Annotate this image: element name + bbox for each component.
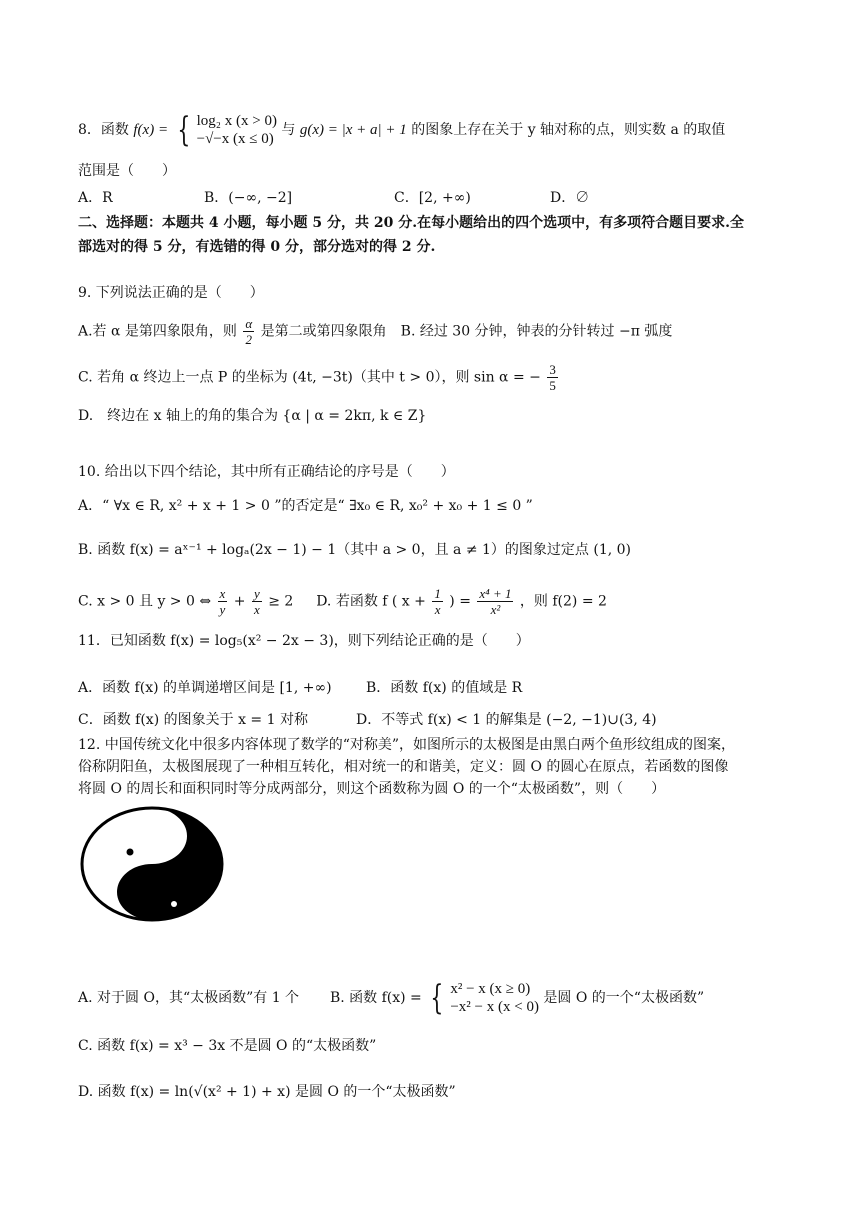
q8-line2: 范围是（ ） xyxy=(78,163,176,179)
q11-option-d: D．不等式 f(x) < 1 的解集是 (−2, −1)∪(3, 4) xyxy=(356,712,657,728)
q10-d-frac2 xyxy=(477,586,513,617)
q12-option-c: C. 函数 f(x) = x³ − 3x 不是圆 O 的“太极函数” xyxy=(78,1038,377,1054)
q8-number: 8．函数 xyxy=(78,122,129,138)
q8-option-c: C．[2, +∞) xyxy=(394,190,471,206)
q9-c-frac-den: 5 xyxy=(549,378,556,393)
q10-c-frac1-num: x xyxy=(219,586,226,601)
q8-case1: log₂ x (x > 0) xyxy=(196,113,277,129)
q10-d-post: ，则 f(2) = 2 xyxy=(519,593,607,610)
q8-option-a: A．R xyxy=(78,190,113,206)
q10-c-frac2 xyxy=(252,586,262,617)
q10-option-b: B. 函数 f(x) = aˣ⁻¹ + logₐ(2x − 1) − 1（其中 a > 0，且 a ≠ 1）的图象过定点 (1, 0) xyxy=(78,542,632,558)
q11-stem: 11．已知函数 f(x) = log₅(x² − 2x − 3)，则下列结论正确的是（ ） xyxy=(78,633,530,649)
q8-gx: g(x) = |x + a| + 1 xyxy=(299,122,407,138)
q12-b-cases xyxy=(450,980,539,1016)
q12-b-case2: −x² − x (x < 0) xyxy=(450,999,539,1015)
q12-option-d: D. 函数 f(x) = ln(√(x² + 1) + x) 是圆 O 的一个“太极函数” xyxy=(78,1084,456,1100)
q12-line1: 12. 中国传统文化中很多内容体现了数学的“对称美”，如图所示的太极图是由黑白两个鱼形纹组成的图案， xyxy=(78,737,736,753)
q10-c-frac1-den: y xyxy=(219,602,226,617)
q8-brace: { xyxy=(176,110,190,150)
q9-a-frac-den: 2 xyxy=(245,332,253,347)
q8-option-d: D．∅ xyxy=(550,190,590,206)
taiji-white-dot xyxy=(171,901,177,907)
q10-d-frac1 xyxy=(432,586,443,617)
q8-line1 xyxy=(78,112,820,148)
q11-option-b: B．函数 f(x) 的值域是 R xyxy=(366,680,523,696)
q12-line3: 将圆 O 的周长和面积同时等分成两部分，则这个函数称为圆 O 的一个“太极函数”，则（ ） xyxy=(78,781,666,797)
q9-a-fraction xyxy=(243,316,254,347)
q9-option-a xyxy=(78,316,820,347)
q9-c-frac-num: 3 xyxy=(549,362,556,377)
q9-a-post: 是第二或第四象限角 B. 经过 30 分钟，钟表的分针转过 −π 弧度 xyxy=(260,323,673,340)
q8-cases xyxy=(197,112,277,148)
q8-mid: 与 xyxy=(281,122,296,138)
section2-line1: 二、选择题：本题共 4 小题，每小题 5 分，共 20 分.在每小题给出的四个选项中，有多项符合题目要求.全 xyxy=(78,215,744,231)
q9-c-fraction xyxy=(547,362,558,393)
q12-b-case1: x² − x (x ≥ 0) xyxy=(450,981,531,997)
taiji-black-dot xyxy=(127,849,134,856)
q10-d-frac1-num: 1 xyxy=(434,586,441,601)
q12-option-a: A. 对于圆 O，其“太极函数”有 1 个 xyxy=(78,990,300,1006)
q10-option-cd xyxy=(78,586,820,617)
q12-b-post: 是圆 O 的一个“太极函数” xyxy=(543,990,705,1006)
q9-a-pre: A.若 α 是第四象限角，则 xyxy=(78,323,237,340)
q12-line2: 俗称阴阳鱼，太极图展现了一种相互转化，相对统一的和谐美，定义：圆 O 的圆心在原点，若函数的图像 xyxy=(78,759,729,775)
q12-option-ab xyxy=(78,980,820,1016)
q12-b-brace: { xyxy=(430,978,444,1018)
q9-stem: 9. 下列说法正确的是（ ） xyxy=(78,285,264,301)
q9-c-pre: C. 若角 α 终边上一点 P 的坐标为 (4t, −3t)（其中 t > 0），则 sin α = − xyxy=(78,369,541,386)
q11-option-a: A．函数 f(x) 的单调递增区间是 [1, +∞) xyxy=(78,680,332,696)
q10-d-mid: ) = xyxy=(449,593,471,610)
q10-c-frac2-den: x xyxy=(253,602,260,617)
q10-c-post: ≥ 2 xyxy=(268,593,294,610)
q10-d-frac2-num: x⁴ + 1 xyxy=(479,586,512,601)
q9-option-d: D. 终边在 x 轴上的角的集合为 {α | α = 2kπ, k ∈ Z} xyxy=(78,408,427,424)
q8-option-b: B．(−∞, −2] xyxy=(204,190,293,206)
q8-case2: −√−x (x ≤ 0) xyxy=(196,131,274,147)
q8-tail: 的图象上存在关于 y 轴对称的点，则实数 a 的取值 xyxy=(411,122,726,138)
q11-option-c: C．函数 f(x) 的图象关于 x = 1 对称 xyxy=(78,712,308,728)
q8-fx: f(x) = xyxy=(133,122,169,138)
section2-line2: 部选对的得 5 分，有选错的得 0 分，部分选对的得 2 分. xyxy=(78,239,436,255)
q10-c-frac2-num: y xyxy=(253,586,260,601)
q10-c-pre: C. x > 0 且 y > 0 ⇔ xyxy=(78,593,212,610)
q10-d-frac2-den: x² xyxy=(490,602,501,617)
q10-c-frac1 xyxy=(218,586,228,617)
q10-option-a: A．“ ∀x ∈ R, x² + x + 1 > 0 ”的否定是“ ∃x₀ ∈ R, x₀² + x₀ + 1 ≤ 0 ” xyxy=(78,498,533,514)
q10-d-pre: D. 若函数 f ( x + xyxy=(316,593,426,610)
q12-b-pre: B. 函数 f(x) = xyxy=(329,990,422,1006)
q10-c-plus: + xyxy=(233,593,246,610)
q10-stem: 10. 给出以下四个结论，其中所有正确结论的序号是（ ） xyxy=(78,464,455,480)
taiji-yin-yang-image xyxy=(80,806,224,922)
q9-option-c xyxy=(78,362,820,393)
q9-a-frac-num: α xyxy=(245,316,253,331)
q10-d-frac1-den: x xyxy=(434,602,441,617)
